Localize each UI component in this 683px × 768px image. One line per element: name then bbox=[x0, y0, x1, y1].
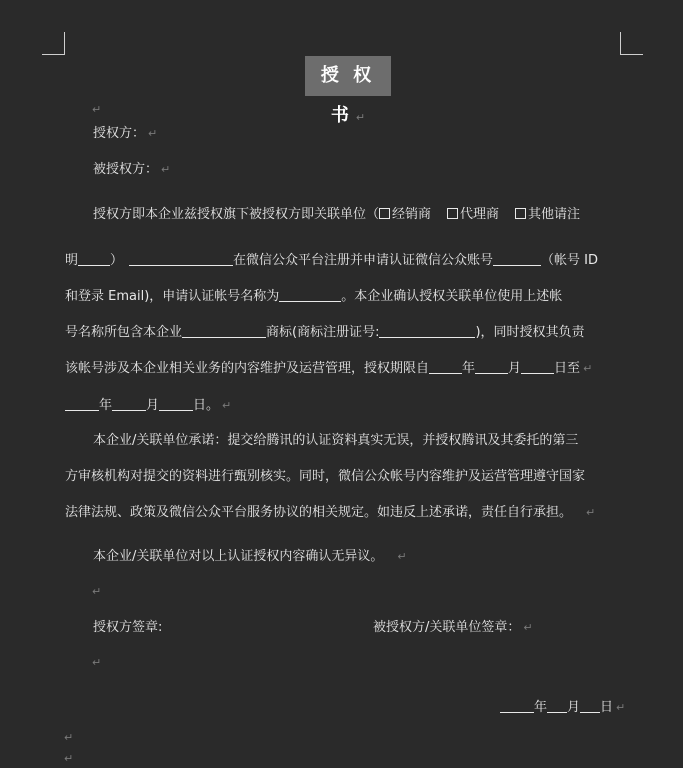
empty-paragraph[interactable] bbox=[92, 583, 101, 601]
auth-para-line-4[interactable]: 号名称所包含本企业 商标(商标注册证号: )，同时授权其负责 bbox=[65, 325, 585, 340]
empty-paragraph[interactable] bbox=[92, 101, 101, 119]
page-corner-top-left bbox=[42, 32, 65, 55]
grantor-line[interactable] bbox=[93, 125, 157, 143]
grantee-label: 被授权方： bbox=[93, 162, 159, 177]
paragraph-mark: ↵ bbox=[355, 111, 366, 124]
blank-end-month[interactable] bbox=[112, 397, 146, 411]
empty-paragraph[interactable] bbox=[64, 729, 73, 747]
commitment-line-1[interactable]: 本企业/关联单位承诺：提交给腾讯的认证资料真实无误，并授权腾讯及其委托的第三 bbox=[93, 433, 579, 448]
blank-trademark-number[interactable] bbox=[379, 324, 475, 338]
blank-start-year[interactable] bbox=[429, 360, 462, 374]
blank-start-month[interactable] bbox=[475, 360, 508, 374]
blank-account-name[interactable] bbox=[279, 288, 341, 302]
grantor-sign-line[interactable] bbox=[93, 619, 162, 637]
checkbox-other[interactable] bbox=[515, 208, 526, 219]
paragraph-mark: ↵ bbox=[92, 656, 102, 669]
commitment-line-2[interactable]: 方审核机构对提交的资料进行甄别核实。同时，微信公众帐号内容维护及运营管理遵守国家 bbox=[65, 469, 586, 484]
auth-para-line-3[interactable]: 和登录 Email)，申请认证帐号名称为 。本企业确认授权关联单位使用上述帐 bbox=[65, 289, 563, 304]
option-agent-label: 代理商 bbox=[460, 207, 500, 222]
blank-end-year[interactable] bbox=[65, 397, 99, 411]
document-title[interactable] bbox=[305, 56, 391, 126]
blank-sign-day[interactable] bbox=[580, 699, 600, 713]
grantor-label: 授权方： bbox=[93, 126, 146, 141]
paragraph-mark: ↵ bbox=[92, 585, 102, 598]
page-corner-top-right bbox=[620, 32, 643, 55]
blank-account[interactable] bbox=[493, 252, 541, 266]
auth-para-line-1[interactable]: 授权方即本企业兹授权旗下被授权方即关联单位（ 经销商 代理商 其他请注 bbox=[93, 207, 581, 222]
empty-paragraph[interactable] bbox=[64, 750, 73, 768]
paragraph-mark: ↵ bbox=[92, 103, 102, 116]
option-dealer-label: 经销商 bbox=[392, 207, 432, 222]
paragraph-mark: ↵ bbox=[64, 752, 74, 765]
paragraph-mark: ↵ bbox=[222, 399, 232, 412]
blank-end-day[interactable] bbox=[159, 397, 193, 411]
commitment-line-3[interactable]: 法律法规、政策及微信公众平台服务协议的相关规定。如违反上述承诺，责任自行承担。 ↵ bbox=[65, 505, 596, 520]
grantor-sign-label: 授权方签章: bbox=[93, 620, 163, 635]
title-text: 授 权 书 bbox=[320, 65, 376, 126]
blank-trademark[interactable] bbox=[182, 324, 266, 338]
grantee-sign-line[interactable] bbox=[373, 619, 533, 637]
auth-para-line-2[interactable]: 明 ） 在微信公众平台注册并申请认证微信公众账号 （帐号 ID bbox=[65, 253, 599, 268]
option-other-label: 其他请注 bbox=[528, 207, 581, 222]
blank-affiliate-name[interactable] bbox=[129, 252, 233, 266]
confirm-line[interactable]: 本企业/关联单位对以上认证授权内容确认无异议。 ↵ bbox=[93, 549, 407, 564]
blank-other-type[interactable] bbox=[78, 252, 110, 266]
paragraph-mark: ↵ bbox=[64, 731, 74, 744]
checkbox-agent[interactable] bbox=[447, 208, 458, 219]
checkbox-dealer[interactable] bbox=[379, 208, 390, 219]
empty-paragraph[interactable] bbox=[92, 654, 101, 672]
auth-para-line-6[interactable]: 年 月 日。 ↵ bbox=[65, 397, 231, 415]
paragraph-mark: ↵ bbox=[616, 701, 626, 714]
paragraph-mark: ↵ bbox=[148, 127, 158, 140]
paragraph-mark: ↵ bbox=[523, 621, 533, 634]
grantee-sign-label: 被授权方/关联单位签章： bbox=[373, 620, 521, 635]
auth-para-line-5[interactable]: 该帐号涉及本企业相关业务的内容维护及运营管理，授权期限自 年 月 日至 ↵ bbox=[65, 361, 593, 376]
paragraph-mark: ↵ bbox=[583, 362, 593, 375]
paragraph-mark: ↵ bbox=[161, 163, 171, 176]
blank-start-day[interactable] bbox=[521, 360, 554, 374]
paragraph-mark: ↵ bbox=[586, 506, 596, 519]
sign-date-line[interactable]: 年 月 日 ↵ bbox=[500, 699, 625, 717]
paragraph-mark: ↵ bbox=[397, 550, 407, 563]
blank-sign-month[interactable] bbox=[547, 699, 567, 713]
blank-sign-year[interactable] bbox=[500, 699, 534, 713]
grantee-line[interactable] bbox=[93, 161, 170, 179]
